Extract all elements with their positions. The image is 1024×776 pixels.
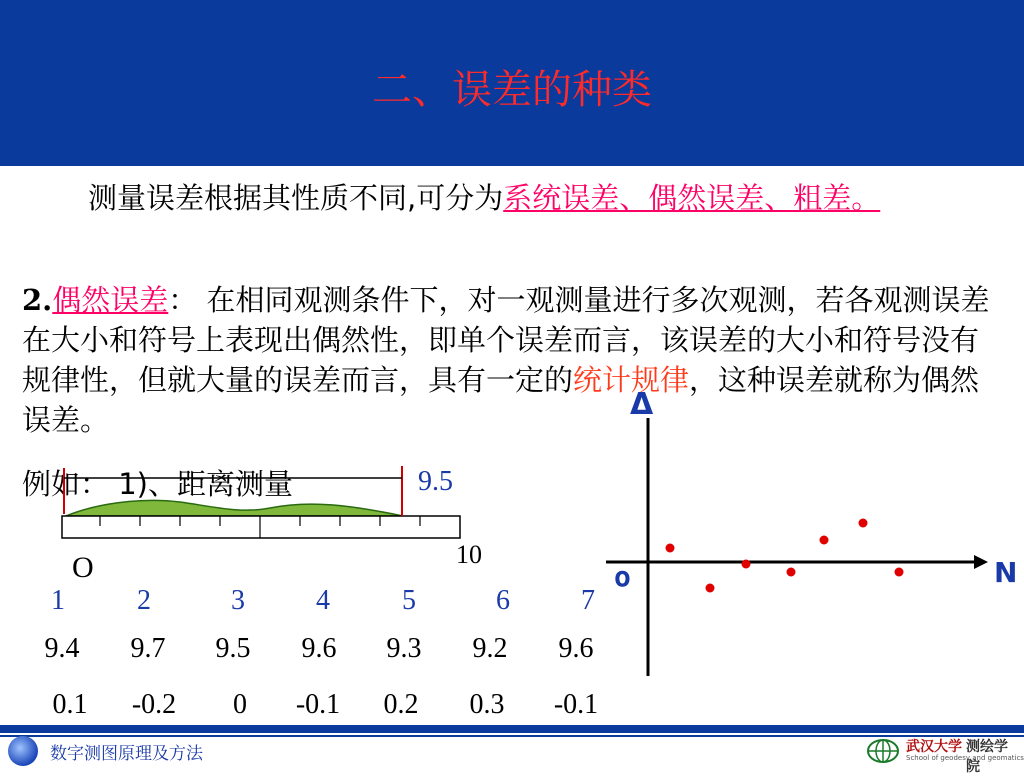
value-cell: 9.3 — [386, 633, 422, 664]
value-cell: 9.4 — [44, 633, 80, 664]
measure-value-label: 9.5 — [418, 466, 453, 497]
axis-origin-label: o — [614, 560, 631, 593]
error-dot — [787, 568, 796, 577]
definition-text-1: 在相同观测条件下，对一观测量进行多次观测，若各观测误差在大小和符号上表现出偶然性，即单个误差而言，该误差的大小和符号没有规律性，但就大量的误差而言，具有一定的 — [22, 283, 990, 397]
x-axis-label: N — [994, 556, 1018, 589]
slide-title: 二、误差的种类 — [372, 67, 652, 113]
definition-text-2: ，这种误差就称为偶然误差。 — [22, 363, 980, 437]
ruler-end-label: 10 — [456, 540, 482, 569]
definition-colon: ： — [168, 283, 198, 317]
globe-icon — [8, 736, 38, 766]
error-dot — [820, 536, 829, 545]
ruler-origin-label: O — [72, 551, 94, 584]
error-dot — [859, 519, 868, 528]
value-cell: 9.7 — [130, 633, 166, 664]
error-cell: -0.1 — [553, 689, 599, 720]
ruler-bar — [62, 516, 460, 538]
definition-number: 2. — [22, 283, 53, 317]
index-cell: 3 — [231, 585, 245, 616]
index-cell: 6 — [496, 585, 510, 616]
error-dot — [706, 584, 715, 593]
error-cell: -0.2 — [131, 689, 177, 720]
error-cell: -0.1 — [295, 689, 341, 720]
statistical-law-highlight: 统计规律 — [573, 363, 690, 397]
index-cell: 1 — [51, 585, 65, 616]
value-cell: 9.5 — [215, 633, 251, 664]
x-axis-arrow-icon — [974, 555, 988, 569]
error-cell: 0.1 — [52, 689, 88, 720]
value-cell: 9.2 — [472, 633, 508, 664]
index-cell: 5 — [402, 585, 416, 616]
error-types-link[interactable]: 系统误差、偶然误差、粗差。 — [503, 181, 881, 215]
error-cell: 0.3 — [469, 689, 505, 720]
index-cell: 7 — [581, 585, 595, 616]
measurement-table — [0, 585, 620, 725]
error-dot — [666, 544, 675, 553]
index-cell: 2 — [137, 585, 151, 616]
error-dot — [895, 568, 904, 577]
department-name: 测绘学院 — [966, 739, 1008, 775]
y-axis-label: Δ — [630, 387, 654, 422]
university-logo — [866, 736, 1024, 775]
terrain-shape — [66, 500, 403, 516]
school-english-name: School of geodesy and geomatics — [906, 754, 1024, 762]
error-cell: 0.2 — [383, 689, 419, 720]
university-name: 武汉大学 — [906, 739, 962, 755]
university-emblem-icon — [866, 738, 900, 764]
index-cell: 4 — [316, 585, 330, 616]
course-name: 数字测图原理及方法 — [50, 744, 203, 764]
error-cell: 0 — [233, 689, 247, 720]
value-cell: 9.6 — [558, 633, 594, 664]
footer-bar — [0, 725, 1024, 733]
error-dots — [666, 519, 904, 593]
random-error-link[interactable]: 偶然误差 — [52, 283, 169, 317]
example-heading: 例如： 1)、距离测量 — [22, 467, 293, 501]
value-cell: 9.6 — [301, 633, 337, 664]
intro-text: 测量误差根据其性质不同,可分为 — [88, 181, 504, 215]
error-dot — [742, 560, 751, 569]
